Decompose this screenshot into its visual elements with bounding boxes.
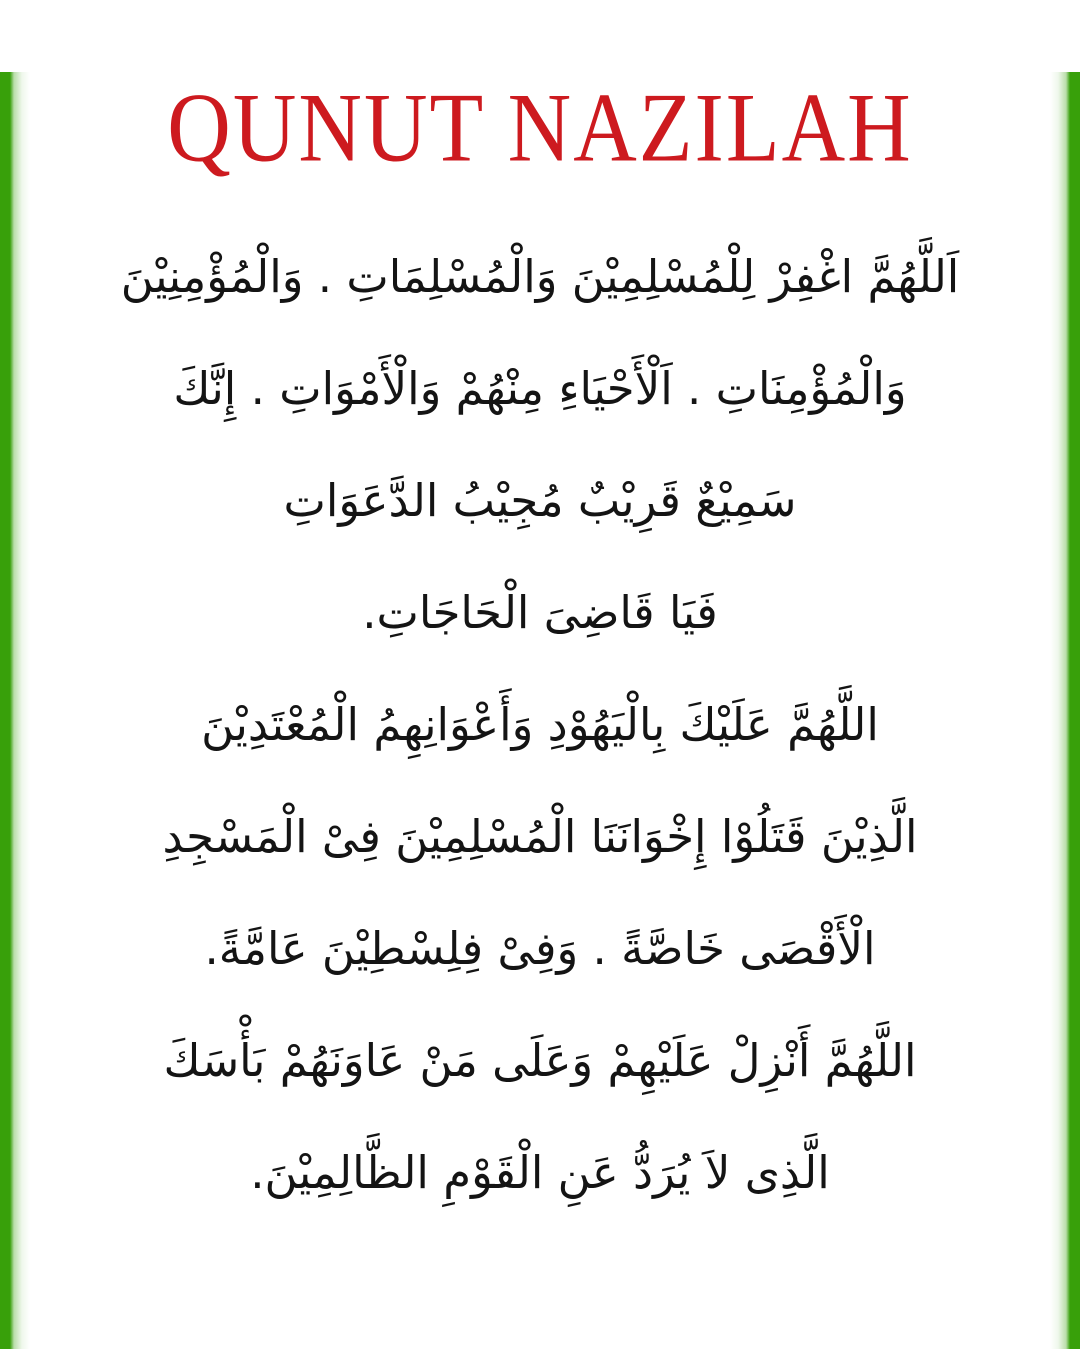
prayer-line: اللَّهُمَّ عَلَيْكَ بِالْيَهُوْدِ وَأَعْوَانِهِمُ الْمُعْتَدِيْنَ (201, 698, 879, 751)
prayer-line: اللَّهُمَّ أَنْزِلْ عَلَيْهِمْ وَعَلَى مَنْ عَاوَنَهُمْ بَأْسَكَ (163, 1034, 917, 1087)
prayer-text (0, 221, 1080, 1229)
prayer-line: سَمِيْعٌ قَرِيْبٌ مُجِيْبُ الدَّعَوَاتِ (283, 474, 797, 527)
prayer-line: فَيَا قَاضِىَ الْحَاجَاتِ. (362, 586, 718, 639)
prayer-line: وَالْمُؤْمِنَاتِ . اَلْأَحْيَاءِ مِنْهُمْ وَالْأَمْوَاتِ . إِنَّكَ (173, 362, 907, 415)
prayer-line: اَللَّهُمَّ اغْفِرْ لِلْمُسْلِمِيْنَ وَالْمُسْلِمَاتِ . وَالْمُؤْمِنِيْنَ (120, 250, 960, 303)
prayer-line: الَّذِيْنَ قَتَلُوْا إِخْوَانَنَا الْمُسْلِمِيْنَ فِىْ الْمَسْجِدِ (162, 810, 918, 863)
prayer-line: الْأَقْصَى خَاصَّةً . وَفِىْ فِلِسْطِيْنَ عَامَّةً. (204, 922, 876, 975)
prayer-line: الَّذِى لاَ يُرَدُّ عَنِ الْقَوْمِ الظَّالِمِيْنَ. (250, 1146, 830, 1199)
page-title: QUNUT NAZILAH (167, 74, 913, 183)
